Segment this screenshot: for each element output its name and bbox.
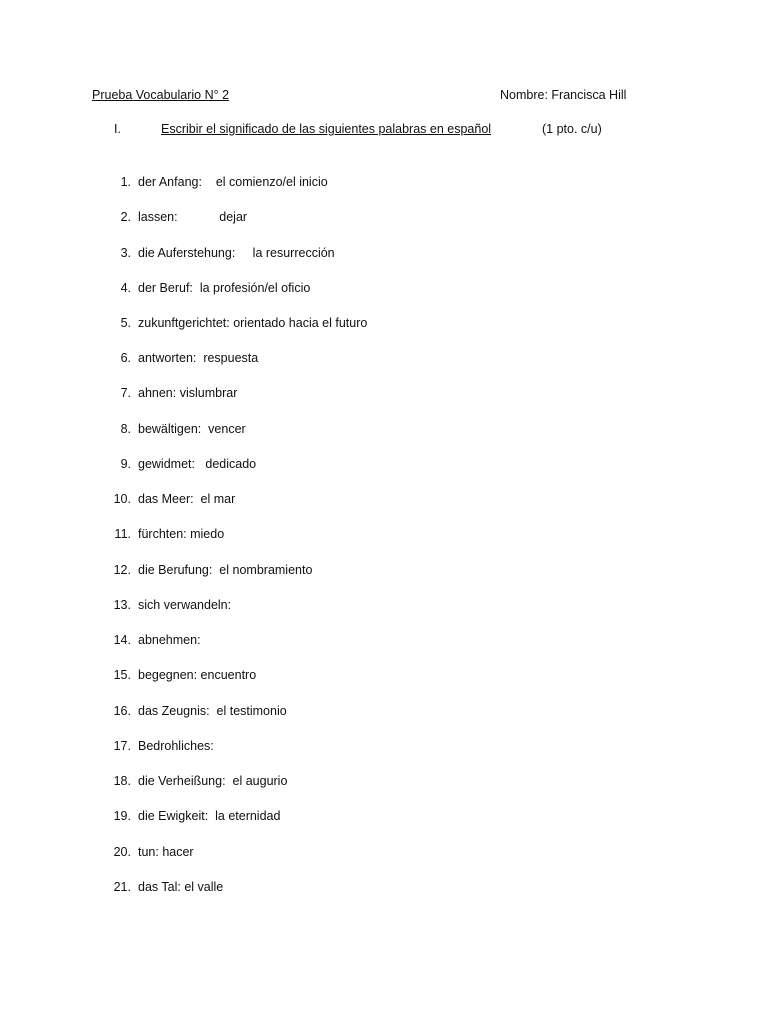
item-number: 6.	[120, 351, 131, 365]
item-text: die Verheißung: el augurio	[138, 774, 288, 788]
list-item	[0, 246, 768, 266]
item-text: ahnen: vislumbrar	[138, 386, 238, 400]
item-number: 18.	[113, 774, 131, 788]
item-number: 4.	[120, 281, 131, 295]
list-item	[0, 563, 768, 583]
item-number: 7.	[120, 386, 131, 400]
item-text: die Ewigkeit: la eternidad	[138, 809, 281, 823]
item-text: das Tal: el valle	[138, 880, 224, 894]
item-number: 20.	[113, 845, 131, 859]
item-number: 12.	[113, 563, 131, 577]
list-item	[0, 668, 768, 688]
item-number: 17.	[113, 739, 131, 753]
list-item	[0, 739, 768, 759]
item-text: antworten: respuesta	[138, 351, 259, 365]
item-text: das Meer: el mar	[138, 492, 236, 506]
list-item	[0, 210, 768, 230]
section-number: I.	[114, 122, 121, 136]
list-item	[0, 845, 768, 865]
item-number: 3.	[120, 246, 131, 260]
test-title: Prueba Vocabulario N° 2	[92, 88, 230, 102]
student-name: Nombre: Francisca Hill	[500, 88, 627, 102]
item-text: der Beruf: la profesión/el oficio	[138, 281, 311, 295]
item-text: bewältigen: vencer	[138, 422, 246, 436]
section-instruction: Escribir el significado de las siguientes palabras en español	[161, 122, 492, 136]
list-item	[0, 422, 768, 442]
item-number: 21.	[113, 880, 131, 894]
list-item	[0, 492, 768, 512]
item-number: 15.	[113, 668, 131, 682]
list-item	[0, 386, 768, 406]
item-number: 10.	[113, 492, 131, 506]
item-number: 16.	[113, 704, 131, 718]
list-item	[0, 880, 768, 900]
list-item	[0, 351, 768, 371]
item-text: sich verwandeln:	[138, 598, 232, 612]
item-text: die Auferstehung: la resurrección	[138, 246, 335, 260]
item-number: 14.	[113, 633, 131, 647]
list-item	[0, 527, 768, 547]
list-item	[0, 281, 768, 301]
section-points: (1 pto. c/u)	[542, 122, 602, 136]
item-number: 8.	[120, 422, 131, 436]
item-number: 19.	[113, 809, 131, 823]
item-number: 13.	[113, 598, 131, 612]
item-text: die Berufung: el nombramiento	[138, 563, 313, 577]
list-item	[0, 774, 768, 794]
item-text: abnehmen:	[138, 633, 201, 647]
list-item	[0, 633, 768, 653]
item-text: das Zeugnis: el testimonio	[138, 704, 287, 718]
list-item	[0, 457, 768, 477]
item-text: der Anfang: el comienzo/el inicio	[138, 175, 328, 189]
list-item	[0, 598, 768, 618]
item-text: tun: hacer	[138, 845, 194, 859]
list-item	[0, 704, 768, 724]
list-item	[0, 316, 768, 336]
item-text: fürchten: miedo	[138, 527, 225, 541]
list-item	[0, 175, 768, 195]
item-number: 5.	[120, 316, 131, 330]
item-number: 1.	[120, 175, 131, 189]
item-text: lassen: dejar	[138, 210, 248, 224]
item-number: 9.	[120, 457, 131, 471]
item-text: gewidmet: dedicado	[138, 457, 257, 471]
item-text: Bedrohliches:	[138, 739, 214, 753]
item-text: zukunftgerichtet: orientado hacia el futuro	[138, 316, 368, 330]
item-text: begegnen: encuentro	[138, 668, 257, 682]
item-number: 2.	[120, 210, 131, 224]
item-number: 11.	[114, 527, 131, 541]
list-item	[0, 809, 768, 829]
